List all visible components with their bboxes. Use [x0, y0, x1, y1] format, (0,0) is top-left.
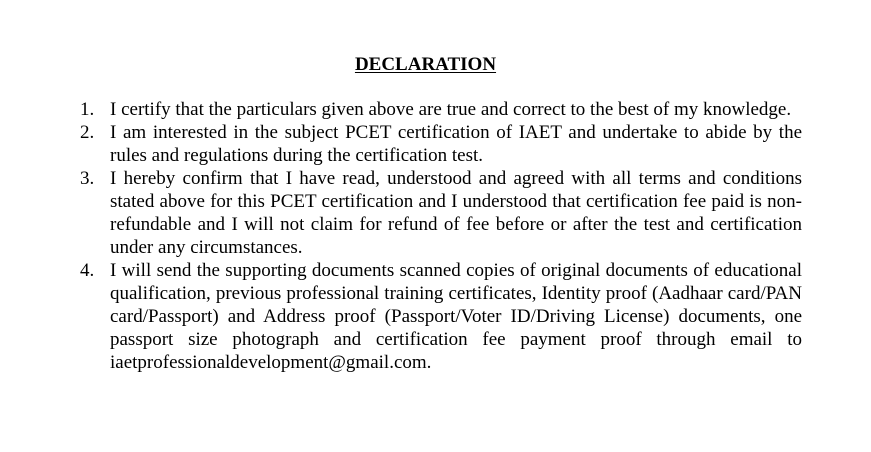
item-text: I am interested in the subject PCET certification of IAET and undertake to abide by the rules and regulations during the certification test. — [110, 122, 802, 166]
declaration-list — [78, 98, 802, 374]
item-number: 4. — [80, 260, 95, 281]
item-text: I certify that the particulars given above are true and correct to the best of my knowledge. — [110, 99, 792, 120]
item-number: 1. — [80, 99, 95, 120]
declaration-title: DECLARATION — [354, 54, 497, 75]
item-number: 3. — [80, 168, 95, 189]
declaration-item-1 — [78, 98, 802, 121]
declaration-item-2 — [78, 121, 802, 167]
item-text: I hereby confirm that I have read, understood and agreed with all terms and conditions stated above for this PCET certification and I understood that certification fee paid is non-refundable and I will not claim for refund of fee before or after the test and certification under any circumstances. — [110, 168, 802, 258]
declaration-item-4 — [78, 259, 802, 374]
item-number: 2. — [80, 122, 95, 143]
item-text: I will send the supporting documents scanned copies of original documents of educational qualification, previous professional training certificates, Identity proof (Aadhaar card/PAN card/Passport) and Address proof (Passport/Voter ID/Driving License) documents, one passport size photograph and certification fee payment proof through email to iaetprofessionaldevelopment@gmail.com. — [110, 260, 802, 373]
declaration-item-3 — [78, 167, 802, 259]
